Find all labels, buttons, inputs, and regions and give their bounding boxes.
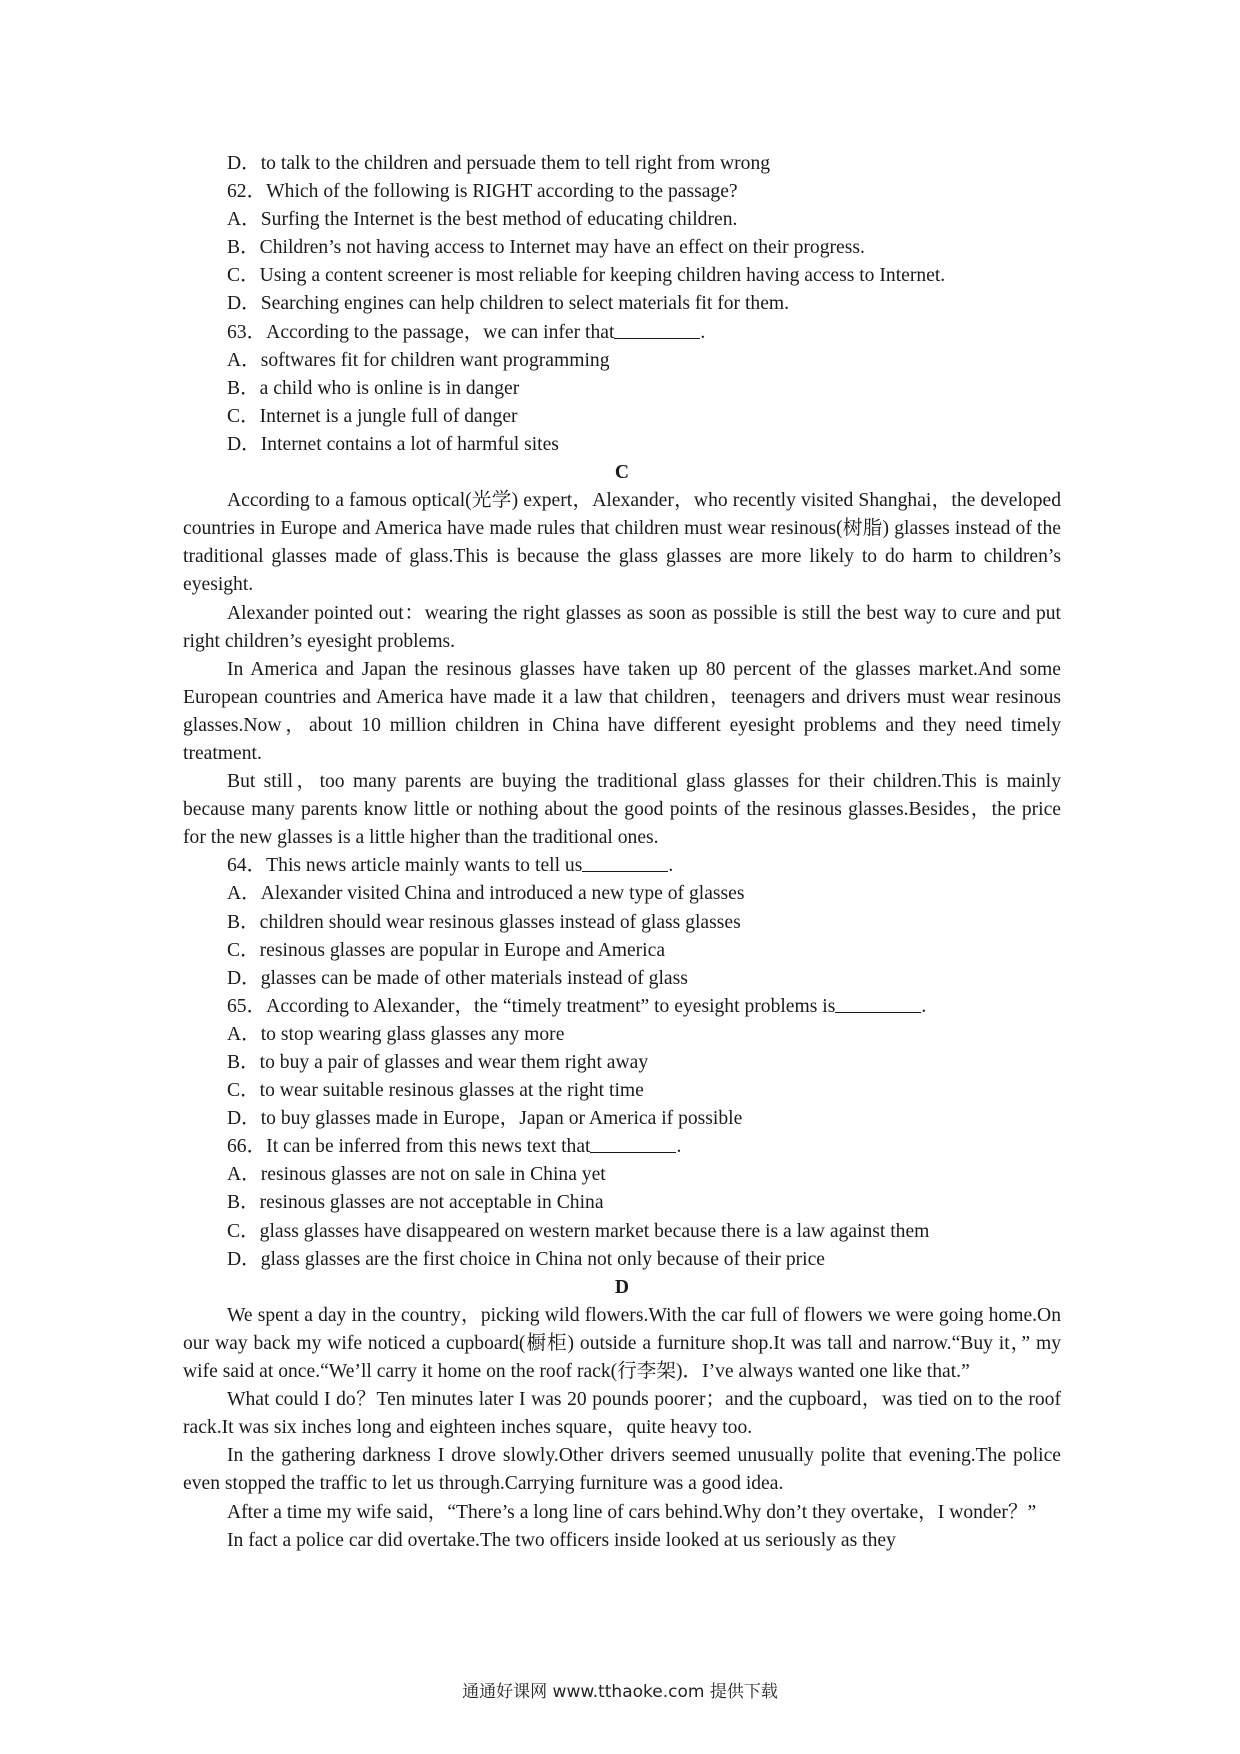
question-62-stem: 62．Which of the following is RIGHT according to the passage? bbox=[227, 181, 738, 203]
question-64-stem: 64．This news article mainly wants to tell us . bbox=[227, 855, 674, 877]
section-d-paragraph: In fact a police car did overtake.The two officers inside looked at us seriously as they bbox=[227, 1529, 896, 1551]
section-d-heading: D bbox=[614, 1276, 630, 1298]
option-65-d: D．to buy glasses made in Europe，Japan or America if possible bbox=[227, 1108, 743, 1130]
answer-blank bbox=[582, 853, 668, 872]
section-d-paragraph: In the gathering darkness I drove slowly.Other drivers seemed unusually polite that evening.The police even stopped the traffic to let us through.Carrying furniture was a good idea. bbox=[183, 1445, 1061, 1495]
footer-watermark: 通通好课网 www.tthaoke.com 提供下载 bbox=[462, 1682, 778, 1702]
section-c-paragraph: According to a famous optical(光学) expert，Alexander，who recently visited Shanghai，the developed countries in Europe and America have made rules that children must wear resinous(树脂) glasses instead of the traditional glasses made of glass.This is because the glass glasses are more likely to do harm to children’s eyesight. bbox=[183, 490, 1061, 596]
option-64-c: C．resinous glasses are popular in Europe and America bbox=[227, 939, 666, 961]
option-63-c: C．Internet is a jungle full of danger bbox=[227, 405, 518, 427]
section-d-paragraph: After a time my wife said，“There’s a long line of cars behind.Why don’t they overtake，I wonder？” bbox=[227, 1501, 1037, 1523]
question-65-stem: 65．According to Alexander，the “timely treatment” to eyesight problems is . bbox=[227, 995, 927, 1017]
option-66-b: B．resinous glasses are not acceptable in China bbox=[227, 1192, 604, 1214]
option-62-a: A．Surfing the Internet is the best method of educating children. bbox=[227, 209, 738, 231]
option-63-b: B．a child who is online is in danger bbox=[227, 377, 520, 399]
section-c-heading: C bbox=[614, 462, 630, 484]
exam-page bbox=[183, 150, 1061, 1555]
option-62-c: C．Using a content screener is most reliable for keeping children having access to Internet. bbox=[227, 265, 946, 287]
option-61-d: D．to talk to the children and persuade them to tell right from wrong bbox=[227, 153, 771, 174]
answer-blank bbox=[590, 1134, 676, 1153]
option-63-d: D．Internet contains a lot of harmful sites bbox=[227, 433, 559, 455]
section-c-paragraph: Alexander pointed out：wearing the right glasses as soon as possible is still the best way to cure and put right children’s eyesight problems. bbox=[183, 602, 1061, 652]
option-62-d: D．Searching engines can help children to select materials fit for them. bbox=[227, 293, 790, 315]
option-63-a: A．softwares fit for children want programming bbox=[227, 349, 610, 371]
section-c-paragraph: In America and Japan the resinous glasses have taken up 80 percent of the glasses market.And some European countries and America have made it a law that children，teenagers and drivers must wear resinous glasses.Now，about 10 million children in China have different eyesight problems and they need timely treatment. bbox=[183, 658, 1061, 764]
answer-blank bbox=[614, 320, 700, 339]
option-66-c: C．glass glasses have disappeared on western market because there is a law against them bbox=[227, 1220, 930, 1242]
option-64-d: D．glasses can be made of other materials instead of glass bbox=[227, 967, 688, 989]
option-62-b: B．Children’s not having access to Internet may have an effect on their progress. bbox=[227, 237, 865, 259]
option-65-b: B．to buy a pair of glasses and wear them right away bbox=[227, 1052, 649, 1073]
question-63-stem: 63．According to the passage，we can infer that . bbox=[227, 321, 706, 343]
answer-blank bbox=[835, 994, 921, 1013]
option-66-a: A．resinous glasses are not on sale in China yet bbox=[227, 1164, 606, 1186]
section-d-paragraph: We spent a day in the country，picking wild flowers.With the car full of flowers we were going home.On our way back my wife noticed a cupboard(橱柜) outside a furniture shop.It was tall and narrow.“Buy it，” my wife said at once.“We’ll carry it home on the roof rack(行李架)．I’ve always wanted one like that.” bbox=[183, 1304, 1061, 1383]
option-66-d: D．glass glasses are the first choice in China not only because of their price bbox=[227, 1248, 825, 1270]
option-65-a: A．to stop wearing glass glasses any more bbox=[227, 1023, 565, 1045]
question-66-stem: 66．It can be inferred from this news text that . bbox=[227, 1136, 682, 1158]
option-64-b: B．children should wear resinous glasses instead of glass glasses bbox=[227, 911, 741, 933]
option-64-a: A．Alexander visited China and introduced a new type of glasses bbox=[227, 883, 745, 905]
section-c-paragraph: But still，too many parents are buying the traditional glass glasses for their children.This is mainly because many parents know little or nothing about the good points of the resinous glasses.Besides，the price for the new glasses is a little higher than the traditional ones. bbox=[183, 771, 1061, 849]
section-d-paragraph: What could I do？Ten minutes later I was 20 pounds poorer；and the cupboard，was tied on to the roof rack.It was six inches long and eighteen inches square，quite heavy too. bbox=[183, 1389, 1061, 1439]
option-65-c: C．to wear suitable resinous glasses at the right time bbox=[227, 1080, 644, 1102]
